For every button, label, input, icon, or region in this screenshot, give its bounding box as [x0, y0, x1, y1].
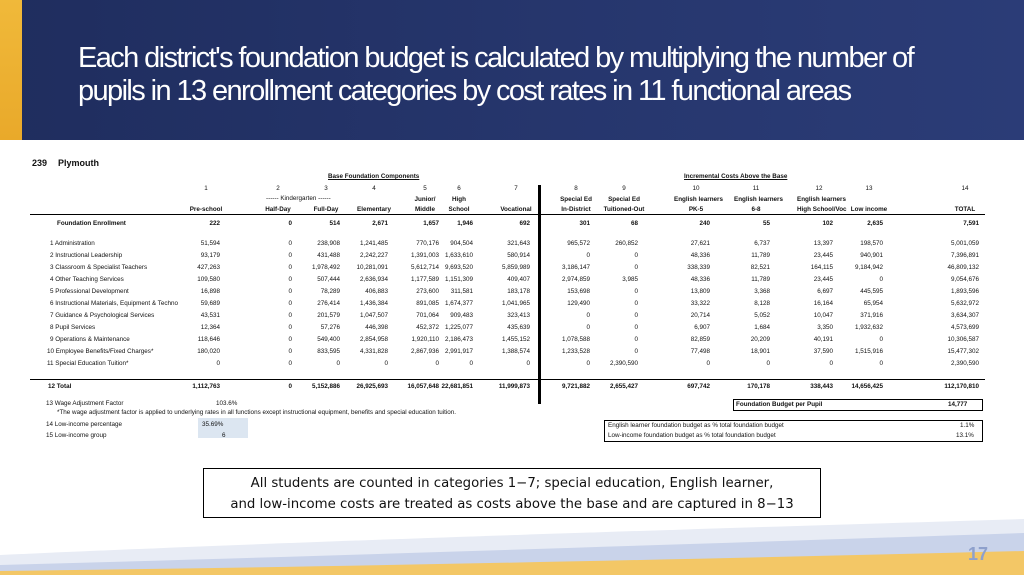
function-row-cell: 833,595 [317, 348, 340, 355]
function-row-cell: 701,064 [416, 312, 439, 319]
function-row-cell: 321,643 [507, 240, 530, 247]
function-row-cell: 0 [288, 300, 292, 307]
el-pct-label: English learner foundation budget as % total foundation budget [608, 422, 784, 429]
function-row-cell: 118,646 [197, 336, 220, 343]
callout-line-1: All students are counted in categories 1−7; special education, English learner, [250, 476, 774, 491]
function-row-cell: 0 [288, 264, 292, 271]
function-row-cell: 904,504 [450, 240, 473, 247]
column-number: 14 [961, 185, 969, 192]
function-row-cell: 16,898 [200, 288, 220, 295]
function-row-cell: 11,789 [751, 276, 770, 283]
enrollment-cell: 0 [288, 220, 292, 227]
enrollment-cell: 2,635 [867, 220, 883, 227]
column-number: 4 [372, 185, 376, 192]
enrollment-cell: 222 [209, 220, 220, 227]
function-row-cell: 435,639 [507, 324, 530, 331]
column-number: 7 [514, 185, 518, 192]
function-row-cell: 0 [288, 360, 292, 367]
function-row-cell: 3,985 [622, 276, 638, 283]
total-cell: 170,178 [747, 383, 770, 390]
function-row-cell: 9,054,676 [950, 276, 979, 283]
district-code: 239 [32, 158, 48, 168]
function-row-cell: 2,854,958 [359, 336, 388, 343]
function-row-cell: 1,047,507 [359, 312, 388, 319]
function-row-cell: 3,368 [754, 288, 770, 295]
enrollment-cell: 240 [699, 220, 710, 227]
function-row-cell: 9,184,942 [854, 264, 883, 271]
function-row-cell: 183,178 [507, 288, 530, 295]
function-row-cell: 20,714 [690, 312, 710, 319]
footer-wave [0, 513, 1024, 575]
function-row-cell: 1,436,384 [359, 300, 388, 307]
function-row-cell: 23,445 [813, 276, 833, 283]
function-row-cell: 16,164 [813, 300, 833, 307]
function-row-cell: 1,391,003 [410, 252, 439, 259]
function-row-cell: 3,634,307 [950, 312, 979, 319]
enrollment-cell: 7,591 [963, 220, 979, 227]
function-row-cell: 13,397 [813, 240, 833, 247]
enrollment-cell: 102 [822, 220, 833, 227]
function-row-cell: 0 [634, 312, 638, 319]
column-number: 9 [622, 185, 626, 192]
function-row-cell: 6,737 [754, 240, 770, 247]
function-row-cell: 109,580 [197, 276, 220, 283]
column-header: In-District [561, 206, 591, 213]
function-row-cell: 431,488 [317, 252, 340, 259]
total-cell: 1,112,763 [192, 383, 220, 390]
function-row-cell: 0 [634, 252, 638, 259]
function-row-cell: 409,407 [507, 276, 530, 283]
function-row-cell: 5,001,059 [950, 240, 979, 247]
enrollment-cell: 55 [762, 220, 770, 227]
function-row-cell: 0 [879, 360, 883, 367]
function-row-cell: 18,901 [750, 348, 770, 355]
function-row-cell: 5,859,989 [501, 264, 530, 271]
function-row-cell: 0 [706, 360, 710, 367]
function-row-cell: 273,600 [416, 288, 439, 295]
function-row-cell: 1,078,588 [561, 336, 590, 343]
column-number: 3 [324, 185, 328, 192]
low-group-label: 15 Low-income group [46, 432, 107, 439]
per-pupil-label: Foundation Budget per Pupil [736, 401, 823, 408]
district-name: Plymouth [58, 158, 100, 168]
function-row-cell: 10,306,587 [947, 336, 979, 343]
function-row-label: 1 Administration [50, 240, 95, 247]
function-row-cell: 4,573,699 [950, 324, 979, 331]
function-row-cell: 0 [829, 360, 833, 367]
column-number: 13 [865, 185, 873, 192]
total-label: 12 Total [48, 383, 72, 390]
li-pct-value: 13.1% [956, 432, 974, 439]
total-cell: 14,656,425 [851, 383, 883, 390]
enrollment-cell: 301 [579, 220, 590, 227]
function-row-cell: 93,179 [200, 252, 220, 259]
column-header: Low income [850, 206, 888, 213]
function-row-cell: 0 [469, 360, 473, 367]
function-row-cell: 3,350 [817, 324, 833, 331]
function-row-cell: 0 [288, 252, 292, 259]
function-row-cell: 77,498 [690, 348, 710, 355]
column-header-top: English learners [674, 196, 723, 203]
header-divider [30, 214, 985, 215]
function-row-cell: 82,521 [750, 264, 770, 271]
slide-title: Each district's foundation budget is calculated by multiplying the number of pupils in 13 enrollment categories by cost rates in 11 functional areas [78, 42, 914, 107]
function-row-cell: 20,209 [750, 336, 770, 343]
function-row-cell: 48,336 [690, 252, 710, 259]
page-number: 17 [967, 544, 988, 564]
function-row-cell: 1,388,574 [501, 348, 530, 355]
enrollment-label: Foundation Enrollment [57, 220, 126, 227]
function-row-cell: 78,289 [320, 288, 340, 295]
function-row-cell: 1,684 [754, 324, 770, 331]
function-row-cell: 311,581 [450, 288, 473, 295]
function-row-cell: 12,364 [200, 324, 220, 331]
foundation-budget-sheet [30, 156, 985, 448]
function-row-cell: 0 [879, 276, 883, 283]
enrollment-cell: 514 [329, 220, 340, 227]
function-row-cell: 40,191 [813, 336, 833, 343]
function-row-cell: 59,689 [200, 300, 220, 307]
function-row-cell: 129,490 [567, 300, 590, 307]
function-row-cell: 4,331,828 [359, 348, 388, 355]
li-pct-label: Low-income foundation budget as % total foundation budget [608, 432, 776, 439]
column-header: Elementary [357, 206, 391, 213]
function-row-cell: 7,396,891 [950, 252, 979, 259]
el-pct-value: 1.1% [960, 422, 975, 429]
function-row-cell: 0 [586, 312, 590, 319]
function-row-cell: 0 [384, 360, 388, 367]
function-row-cell: 238,908 [317, 240, 340, 247]
banner-accent-stripe [0, 0, 22, 140]
column-number: 12 [815, 185, 823, 192]
function-row-cell: 10,281,091 [356, 264, 388, 271]
function-row-cell: 1,151,309 [444, 276, 473, 283]
group-base-header: Base Foundation Components [328, 173, 420, 180]
column-header: Half-Day [265, 206, 291, 213]
function-row-label: 9 Operations & Maintenance [50, 336, 130, 343]
function-row-cell: 1,674,377 [444, 300, 473, 307]
function-row-cell: 0 [586, 324, 590, 331]
function-row-cell: 2,186,473 [444, 336, 473, 343]
column-header: 6-8 [751, 206, 761, 213]
function-row-cell: 5,052 [754, 312, 770, 319]
column-header: Middle [415, 206, 435, 213]
function-row-cell: 1,515,916 [854, 348, 883, 355]
total-cell: 9,721,882 [561, 383, 590, 390]
function-row-cell: 198,570 [860, 240, 883, 247]
function-row-cell: 338,339 [687, 264, 710, 271]
function-row-cell: 965,572 [567, 240, 590, 247]
column-number: 10 [692, 185, 700, 192]
total-cell: 0 [288, 383, 292, 390]
wage-label: 13 Wage Adjustment Factor [46, 400, 124, 407]
function-row-cell: 1,225,077 [444, 324, 473, 331]
function-row-label: 5 Professional Development [50, 288, 129, 295]
column-header: Tuitioned-Out [603, 206, 645, 213]
function-row-cell: 549,400 [317, 336, 340, 343]
function-row-cell: 164,115 [810, 264, 833, 271]
column-header: TOTAL [954, 206, 976, 213]
function-row-cell: 2,390,590 [609, 360, 638, 367]
enrollment-cell: 2,671 [372, 220, 388, 227]
function-row-cell: 1,241,485 [359, 240, 388, 247]
column-number: 2 [276, 185, 280, 192]
function-row-cell: 23,445 [813, 252, 833, 259]
title-banner [0, 0, 1024, 140]
function-row-cell: 1,920,110 [411, 336, 439, 343]
function-row-cell: 891,085 [416, 300, 439, 307]
function-row-cell: 406,883 [365, 288, 388, 295]
group-incremental-header: Incremental Costs Above the Base [684, 173, 788, 180]
function-row-cell: 0 [288, 276, 292, 283]
function-row-cell: 0 [634, 300, 638, 307]
column-header-top: English learners [734, 196, 783, 203]
function-row-cell: 0 [288, 336, 292, 343]
function-row-cell: 27,621 [690, 240, 710, 247]
function-row-cell: 0 [634, 324, 638, 331]
function-row-cell: 3,186,147 [561, 264, 590, 271]
column-number: 11 [752, 185, 760, 192]
function-row-cell: 9,693,520 [444, 264, 473, 271]
function-row-label: 6 Instructional Materials, Equipment & Techno [50, 300, 178, 307]
total-cell: 697,742 [687, 383, 710, 390]
function-row-cell: 1,633,610 [444, 252, 473, 259]
function-row-cell: 11,789 [751, 252, 770, 259]
function-row-cell: 153,698 [567, 288, 590, 295]
function-row-cell: 0 [586, 252, 590, 259]
column-number: 1 [204, 185, 208, 192]
function-row-cell: 0 [879, 336, 883, 343]
function-row-cell: 0 [288, 288, 292, 295]
column-header-top: Special Ed [560, 196, 592, 203]
function-row-cell: 2,867,936 [410, 348, 439, 355]
function-row-cell: 1,978,492 [311, 264, 340, 271]
function-row-cell: 13,809 [690, 288, 710, 295]
function-row-cell: 8,128 [754, 300, 770, 307]
function-row-cell: 427,263 [197, 264, 220, 271]
column-header: PK-5 [688, 206, 704, 213]
low-group-value: 6 [222, 432, 226, 439]
function-row-cell: 1,932,632 [854, 324, 883, 331]
function-row-cell: 0 [216, 360, 220, 367]
column-header-top: Junior/ [414, 196, 436, 203]
function-row-cell: 0 [634, 264, 638, 271]
total-cell: 22,681,851 [441, 383, 473, 390]
function-row-cell: 201,579 [317, 312, 340, 319]
function-row-cell: 82,859 [690, 336, 710, 343]
function-row-cell: 1,233,528 [561, 348, 590, 355]
function-row-label: 7 Guidance & Psychological Services [50, 312, 155, 319]
function-row-cell: 2,636,934 [359, 276, 388, 283]
function-row-cell: 37,590 [813, 348, 833, 355]
column-header-top: English learners [797, 196, 846, 203]
callout-box [203, 468, 821, 518]
low-pct-value: 35.69% [202, 421, 224, 428]
function-row-cell: 2,991,917 [444, 348, 473, 355]
function-row-cell: 5,612,714 [410, 264, 439, 271]
column-header: Pre-school [189, 206, 223, 213]
wage-note: *The wage adjustment factor is applied to underlying rates in all functions except instructional equipment, benefits and special education tuition. [57, 409, 457, 416]
function-row-cell: 1,177,589 [410, 276, 439, 283]
function-row-cell: 0 [336, 360, 340, 367]
function-row-cell: 33,322 [690, 300, 710, 307]
wage-value: 103.6% [216, 400, 238, 407]
function-row-cell: 323,413 [507, 312, 530, 319]
function-row-cell: 1,893,596 [950, 288, 979, 295]
function-row-cell: 580,914 [507, 252, 530, 259]
function-row-cell: 0 [634, 348, 638, 355]
function-row-cell: 0 [288, 348, 292, 355]
total-cell: 112,170,810 [944, 383, 979, 390]
function-row-label: 4 Other Teaching Services [50, 276, 124, 283]
low-pct-label: 14 Low-income percentage [46, 421, 122, 428]
column-header: High School/Voc [797, 206, 847, 213]
function-row-cell: 2,974,859 [561, 276, 590, 283]
function-row-cell: 180,020 [197, 348, 220, 355]
function-row-cell: 909,483 [450, 312, 473, 319]
total-cell: 11,999,873 [498, 383, 530, 390]
function-row-cell: 46,809,132 [947, 264, 979, 271]
function-row-cell: 770,176 [416, 240, 439, 247]
function-row-cell: 6,697 [817, 288, 833, 295]
function-row-label: 11 Special Education Tuition* [47, 360, 129, 367]
function-row-cell: 0 [634, 288, 638, 295]
enrollment-cell: 692 [519, 220, 530, 227]
function-row-label: 8 Pupil Services [50, 324, 96, 331]
function-row-cell: 276,414 [317, 300, 340, 307]
enrollment-cell: 1,657 [423, 220, 439, 227]
function-row-cell: 51,594 [200, 240, 220, 247]
total-cell: 26,925,693 [356, 383, 388, 390]
total-cell: 338,443 [810, 383, 833, 390]
function-row-cell: 371,916 [860, 312, 883, 319]
function-row-cell: 10,047 [813, 312, 833, 319]
function-row-cell: 57,276 [320, 324, 340, 331]
total-cell: 5,152,886 [311, 383, 340, 390]
function-row-cell: 65,954 [863, 300, 883, 307]
callout-line-2: and low-income costs are treated as costs above the base and are captured in 8−13 [230, 497, 794, 512]
function-row-cell: 43,531 [200, 312, 220, 319]
total-cell: 16,057,648 [407, 383, 439, 390]
function-row-cell: 48,336 [690, 276, 710, 283]
enrollment-cell: 68 [630, 220, 638, 227]
kindergarten-label: ------ Kindergarten ------ [266, 195, 331, 202]
function-row-cell: 2,390,590 [950, 360, 979, 367]
function-row-cell: 2,242,227 [359, 252, 388, 259]
per-pupil-value: 14,777 [948, 401, 968, 408]
function-row-label: 10 Employee Benefits/Fixed Charges* [47, 348, 154, 355]
function-row-cell: 507,444 [317, 276, 340, 283]
column-header: Vocational [500, 206, 532, 213]
enrollment-cell: 1,946 [457, 220, 473, 227]
function-row-cell: 1,041,965 [501, 300, 530, 307]
function-row-cell: 0 [526, 360, 530, 367]
total-cell: 2,655,427 [609, 383, 638, 390]
function-row-cell: 5,632,972 [950, 300, 979, 307]
function-row-cell: 0 [766, 360, 770, 367]
function-row-cell: 0 [288, 324, 292, 331]
function-row-cell: 0 [288, 240, 292, 247]
column-number: 5 [423, 185, 427, 192]
function-row-cell: 445,595 [860, 288, 883, 295]
function-row-cell: 452,372 [416, 324, 439, 331]
column-number: 6 [457, 185, 461, 192]
function-row-cell: 940,901 [860, 252, 883, 259]
function-row-cell: 0 [288, 312, 292, 319]
function-row-cell: 1,455,152 [501, 336, 530, 343]
function-row-cell: 6,907 [694, 324, 710, 331]
column-number: 8 [574, 185, 578, 192]
column-header: Full-Day [313, 206, 339, 213]
function-row-cell: 260,852 [615, 240, 638, 247]
function-row-label: 3 Classroom & Specialist Teachers [50, 264, 148, 271]
function-row-label: 2 Instructional Leadership [50, 252, 123, 259]
function-row-cell: 0 [435, 360, 439, 367]
column-header-top: Special Ed [608, 196, 640, 203]
total-divider [30, 379, 985, 380]
column-header: School [448, 206, 470, 213]
base-incremental-separator [538, 185, 541, 404]
function-row-cell: 0 [634, 336, 638, 343]
column-header-top: High [452, 196, 466, 203]
function-row-cell: 15,477,302 [947, 348, 979, 355]
function-row-cell: 0 [586, 360, 590, 367]
function-row-cell: 446,398 [365, 324, 388, 331]
